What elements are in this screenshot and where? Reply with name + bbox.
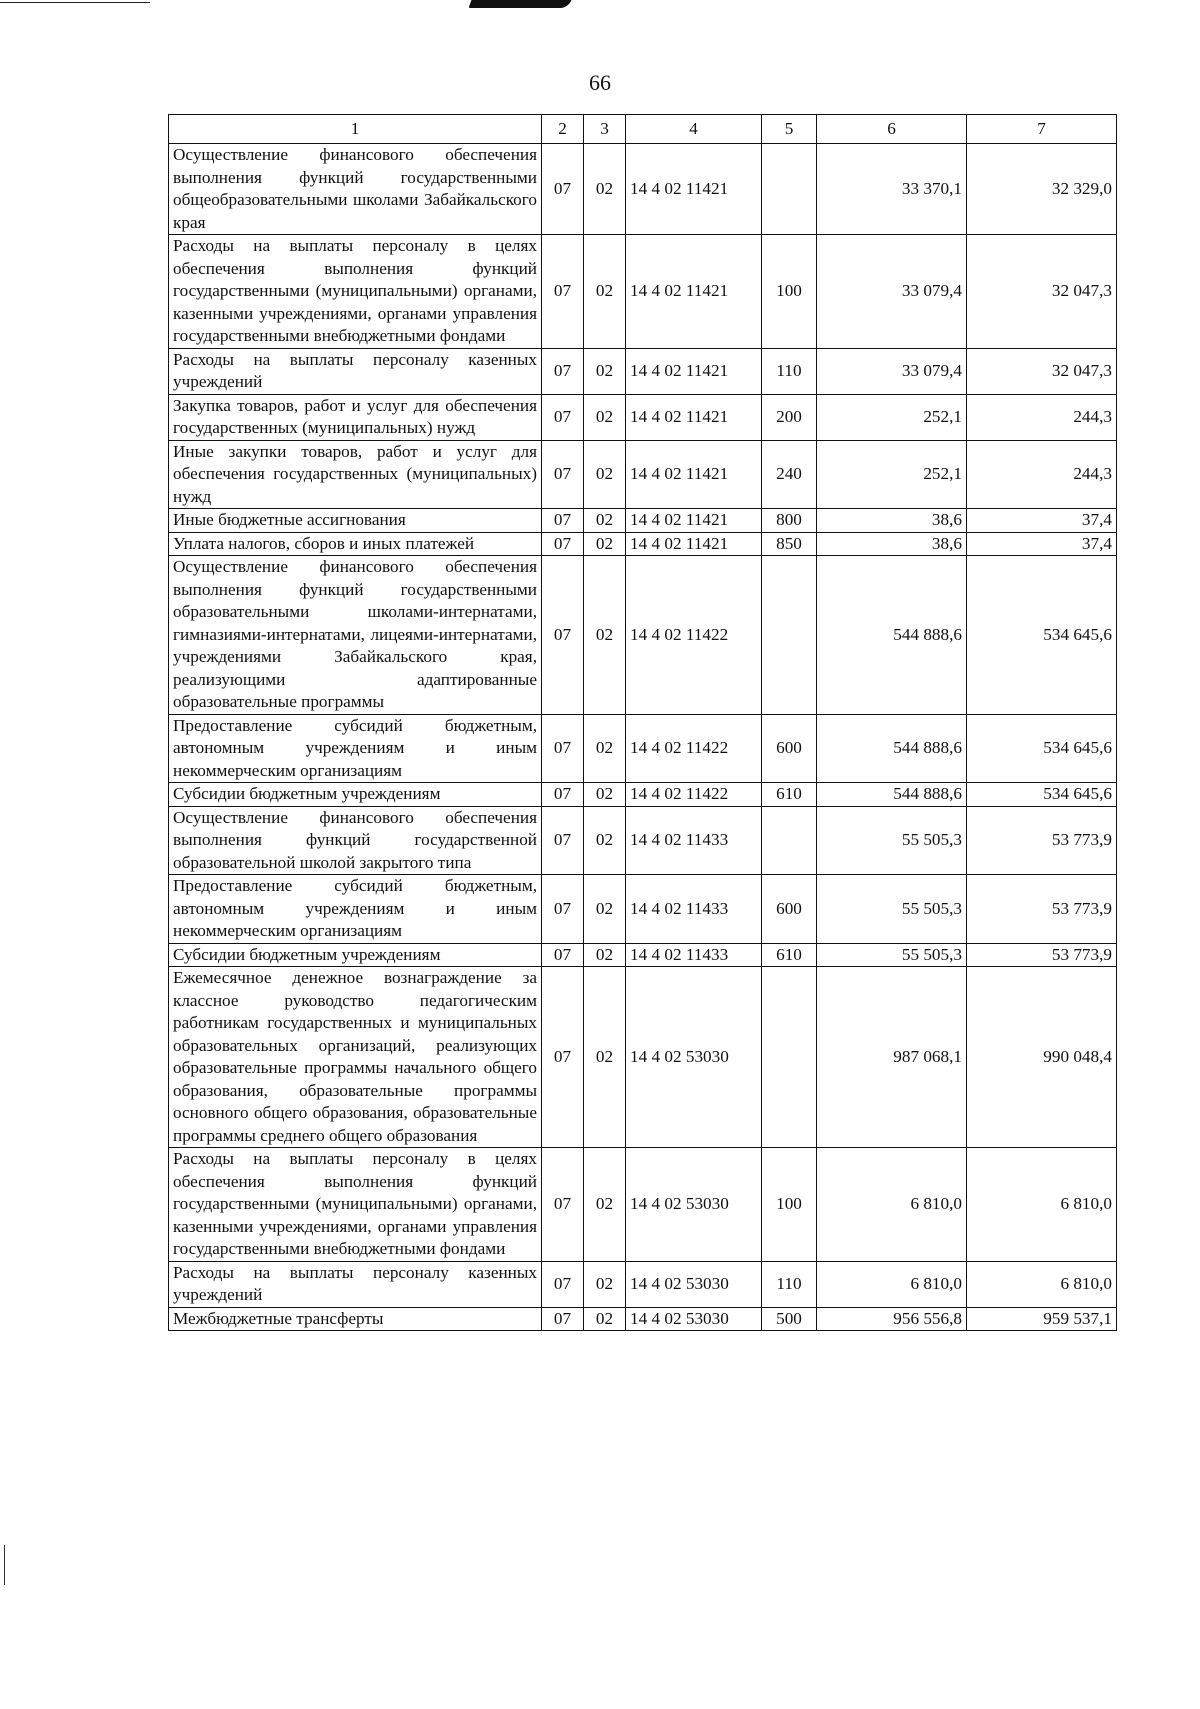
section-code: 07 [542, 532, 584, 556]
amount-col-7: 53 773,9 [967, 875, 1117, 944]
amount-col-6: 55 505,3 [817, 806, 967, 875]
header-col-5: 5 [762, 115, 817, 144]
section-code: 07 [542, 714, 584, 783]
budget-table [168, 114, 1117, 1331]
table-row [169, 1148, 1117, 1262]
subsection-code: 02 [584, 783, 626, 807]
row-description: Осуществление финансового обеспечения выполнения функций государственными образовательными школами-интернатами, гимназиями-интернатами, лицеями-интернатами, учреждениями Забайкальского края, реализующими адаптированные образовательные программы [169, 556, 542, 715]
table-row [169, 1261, 1117, 1307]
table-row [169, 509, 1117, 533]
amount-col-6: 252,1 [817, 394, 967, 440]
amount-col-6: 33 079,4 [817, 348, 967, 394]
section-code: 07 [542, 1148, 584, 1262]
amount-col-7: 32 047,3 [967, 235, 1117, 349]
table-row [169, 394, 1117, 440]
amount-col-7: 6 810,0 [967, 1261, 1117, 1307]
expense-type-code: 610 [762, 783, 817, 807]
header-col-6: 6 [817, 115, 967, 144]
subsection-code: 02 [584, 1307, 626, 1331]
target-article-code: 14 4 02 11421 [626, 144, 762, 235]
target-article-code: 14 4 02 11421 [626, 509, 762, 533]
row-description: Расходы на выплаты персоналу в целях обеспечения выполнения функций государственными (муниципальными) органами, казенными учреждениями, органами управления государственными внебюджетными фондами [169, 1148, 542, 1262]
subsection-code: 02 [584, 967, 626, 1148]
amount-col-6: 38,6 [817, 532, 967, 556]
section-code: 07 [542, 394, 584, 440]
amount-col-6: 6 810,0 [817, 1261, 967, 1307]
row-description: Закупка товаров, работ и услуг для обеспечения государственных (муниципальных) нужд [169, 394, 542, 440]
row-description: Расходы на выплаты персоналу в целях обеспечения выполнения функций государственными (муниципальными) органами, казенными учреждениями, органами управления государственными внебюджетными фондами [169, 235, 542, 349]
amount-col-7: 990 048,4 [967, 967, 1117, 1148]
expense-type-code: 500 [762, 1307, 817, 1331]
expense-type-code: 100 [762, 1148, 817, 1262]
amount-col-6: 956 556,8 [817, 1307, 967, 1331]
subsection-code: 02 [584, 556, 626, 715]
target-article-code: 14 4 02 11421 [626, 532, 762, 556]
expense-type-code [762, 967, 817, 1148]
table-row [169, 144, 1117, 235]
section-code: 07 [542, 943, 584, 967]
row-description: Уплата налогов, сборов и иных платежей [169, 532, 542, 556]
expense-type-code: 110 [762, 348, 817, 394]
amount-col-6: 544 888,6 [817, 714, 967, 783]
target-article-code: 14 4 02 11422 [626, 714, 762, 783]
row-description: Осуществление финансового обеспечения выполнения функций государственными общеобразовательными школами Забайкальского края [169, 144, 542, 235]
section-code: 07 [542, 509, 584, 533]
amount-col-6: 544 888,6 [817, 783, 967, 807]
target-article-code: 14 4 02 11421 [626, 235, 762, 349]
expense-type-code: 610 [762, 943, 817, 967]
amount-col-7: 53 773,9 [967, 943, 1117, 967]
table-row [169, 714, 1117, 783]
amount-col-6: 33 370,1 [817, 144, 967, 235]
expense-type-code: 240 [762, 440, 817, 509]
row-description: Иные закупки товаров, работ и услуг для обеспечения государственных (муниципальных) нужд [169, 440, 542, 509]
page-number: 66 [589, 70, 611, 95]
target-article-code: 14 4 02 11421 [626, 394, 762, 440]
table-row [169, 1307, 1117, 1331]
expense-type-code: 600 [762, 714, 817, 783]
expense-type-code [762, 556, 817, 715]
table-header-row [169, 115, 1117, 144]
expense-type-code [762, 806, 817, 875]
amount-col-7: 244,3 [967, 394, 1117, 440]
amount-col-7: 32 329,0 [967, 144, 1117, 235]
header-col-7: 7 [967, 115, 1117, 144]
scan-margin-mark [4, 1545, 5, 1585]
subsection-code: 02 [584, 394, 626, 440]
section-code: 07 [542, 144, 584, 235]
header-col-4: 4 [626, 115, 762, 144]
amount-col-6: 987 068,1 [817, 967, 967, 1148]
table-row [169, 556, 1117, 715]
amount-col-7: 959 537,1 [967, 1307, 1117, 1331]
amount-col-7: 32 047,3 [967, 348, 1117, 394]
target-article-code: 14 4 02 53030 [626, 967, 762, 1148]
section-code: 07 [542, 348, 584, 394]
amount-col-7: 37,4 [967, 532, 1117, 556]
table-row [169, 783, 1117, 807]
subsection-code: 02 [584, 532, 626, 556]
amount-col-7: 53 773,9 [967, 806, 1117, 875]
expense-type-code: 110 [762, 1261, 817, 1307]
subsection-code: 02 [584, 1148, 626, 1262]
amount-col-7: 534 645,6 [967, 783, 1117, 807]
subsection-code: 02 [584, 509, 626, 533]
target-article-code: 14 4 02 11422 [626, 556, 762, 715]
section-code: 07 [542, 1261, 584, 1307]
row-description: Расходы на выплаты персоналу казенных учреждений [169, 348, 542, 394]
expense-type-code: 800 [762, 509, 817, 533]
subsection-code: 02 [584, 714, 626, 783]
scan-artifact [469, 0, 572, 8]
row-description: Предоставление субсидий бюджетным, автономным учреждениям и иным некоммерческим организациям [169, 714, 542, 783]
amount-col-6: 55 505,3 [817, 943, 967, 967]
amount-col-6: 6 810,0 [817, 1148, 967, 1262]
row-description: Ежемесячное денежное вознаграждение за классное руководство педагогическим работникам государственных и муниципальных образовательных организаций, реализующих образовательные программы начального общего образования, образовательные программы основного общего образования, образовательные программы среднего общего образования [169, 967, 542, 1148]
subsection-code: 02 [584, 806, 626, 875]
subsection-code: 02 [584, 943, 626, 967]
target-article-code: 14 4 02 53030 [626, 1307, 762, 1331]
expense-type-code: 600 [762, 875, 817, 944]
amount-col-6: 55 505,3 [817, 875, 967, 944]
table-row [169, 532, 1117, 556]
table-row [169, 806, 1117, 875]
subsection-code: 02 [584, 235, 626, 349]
expense-type-code: 200 [762, 394, 817, 440]
subsection-code: 02 [584, 440, 626, 509]
table-row [169, 943, 1117, 967]
row-description: Предоставление субсидий бюджетным, автономным учреждениям и иным некоммерческим организациям [169, 875, 542, 944]
section-code: 07 [542, 783, 584, 807]
section-code: 07 [542, 967, 584, 1148]
header-col-2: 2 [542, 115, 584, 144]
subsection-code: 02 [584, 1261, 626, 1307]
subsection-code: 02 [584, 875, 626, 944]
expense-type-code: 850 [762, 532, 817, 556]
subsection-code: 02 [584, 144, 626, 235]
amount-col-7: 534 645,6 [967, 714, 1117, 783]
row-description: Субсидии бюджетным учреждениям [169, 943, 542, 967]
amount-col-7: 534 645,6 [967, 556, 1117, 715]
expense-type-code [762, 144, 817, 235]
amount-col-6: 33 079,4 [817, 235, 967, 349]
row-description: Осуществление финансового обеспечения выполнения функций государственной образовательной школой закрытого типа [169, 806, 542, 875]
row-description: Субсидии бюджетным учреждениям [169, 783, 542, 807]
table-row [169, 875, 1117, 944]
amount-col-6: 544 888,6 [817, 556, 967, 715]
row-description: Межбюджетные трансферты [169, 1307, 542, 1331]
target-article-code: 14 4 02 11421 [626, 348, 762, 394]
table-row [169, 348, 1117, 394]
target-article-code: 14 4 02 11433 [626, 875, 762, 944]
header-col-1: 1 [169, 115, 542, 144]
table-row [169, 235, 1117, 349]
amount-col-7: 37,4 [967, 509, 1117, 533]
row-description: Иные бюджетные ассигнования [169, 509, 542, 533]
target-article-code: 14 4 02 11433 [626, 943, 762, 967]
subsection-code: 02 [584, 348, 626, 394]
section-code: 07 [542, 235, 584, 349]
expense-type-code: 100 [762, 235, 817, 349]
row-description: Расходы на выплаты персоналу казенных учреждений [169, 1261, 542, 1307]
target-article-code: 14 4 02 53030 [626, 1261, 762, 1307]
target-article-code: 14 4 02 11421 [626, 440, 762, 509]
amount-col-6: 252,1 [817, 440, 967, 509]
section-code: 07 [542, 556, 584, 715]
target-article-code: 14 4 02 53030 [626, 1148, 762, 1262]
scan-edge-line [0, 2, 150, 3]
section-code: 07 [542, 440, 584, 509]
amount-col-6: 38,6 [817, 509, 967, 533]
section-code: 07 [542, 806, 584, 875]
header-col-3: 3 [584, 115, 626, 144]
target-article-code: 14 4 02 11422 [626, 783, 762, 807]
target-article-code: 14 4 02 11433 [626, 806, 762, 875]
amount-col-7: 6 810,0 [967, 1148, 1117, 1262]
amount-col-7: 244,3 [967, 440, 1117, 509]
section-code: 07 [542, 875, 584, 944]
table-row [169, 967, 1117, 1148]
table-row [169, 440, 1117, 509]
section-code: 07 [542, 1307, 584, 1331]
